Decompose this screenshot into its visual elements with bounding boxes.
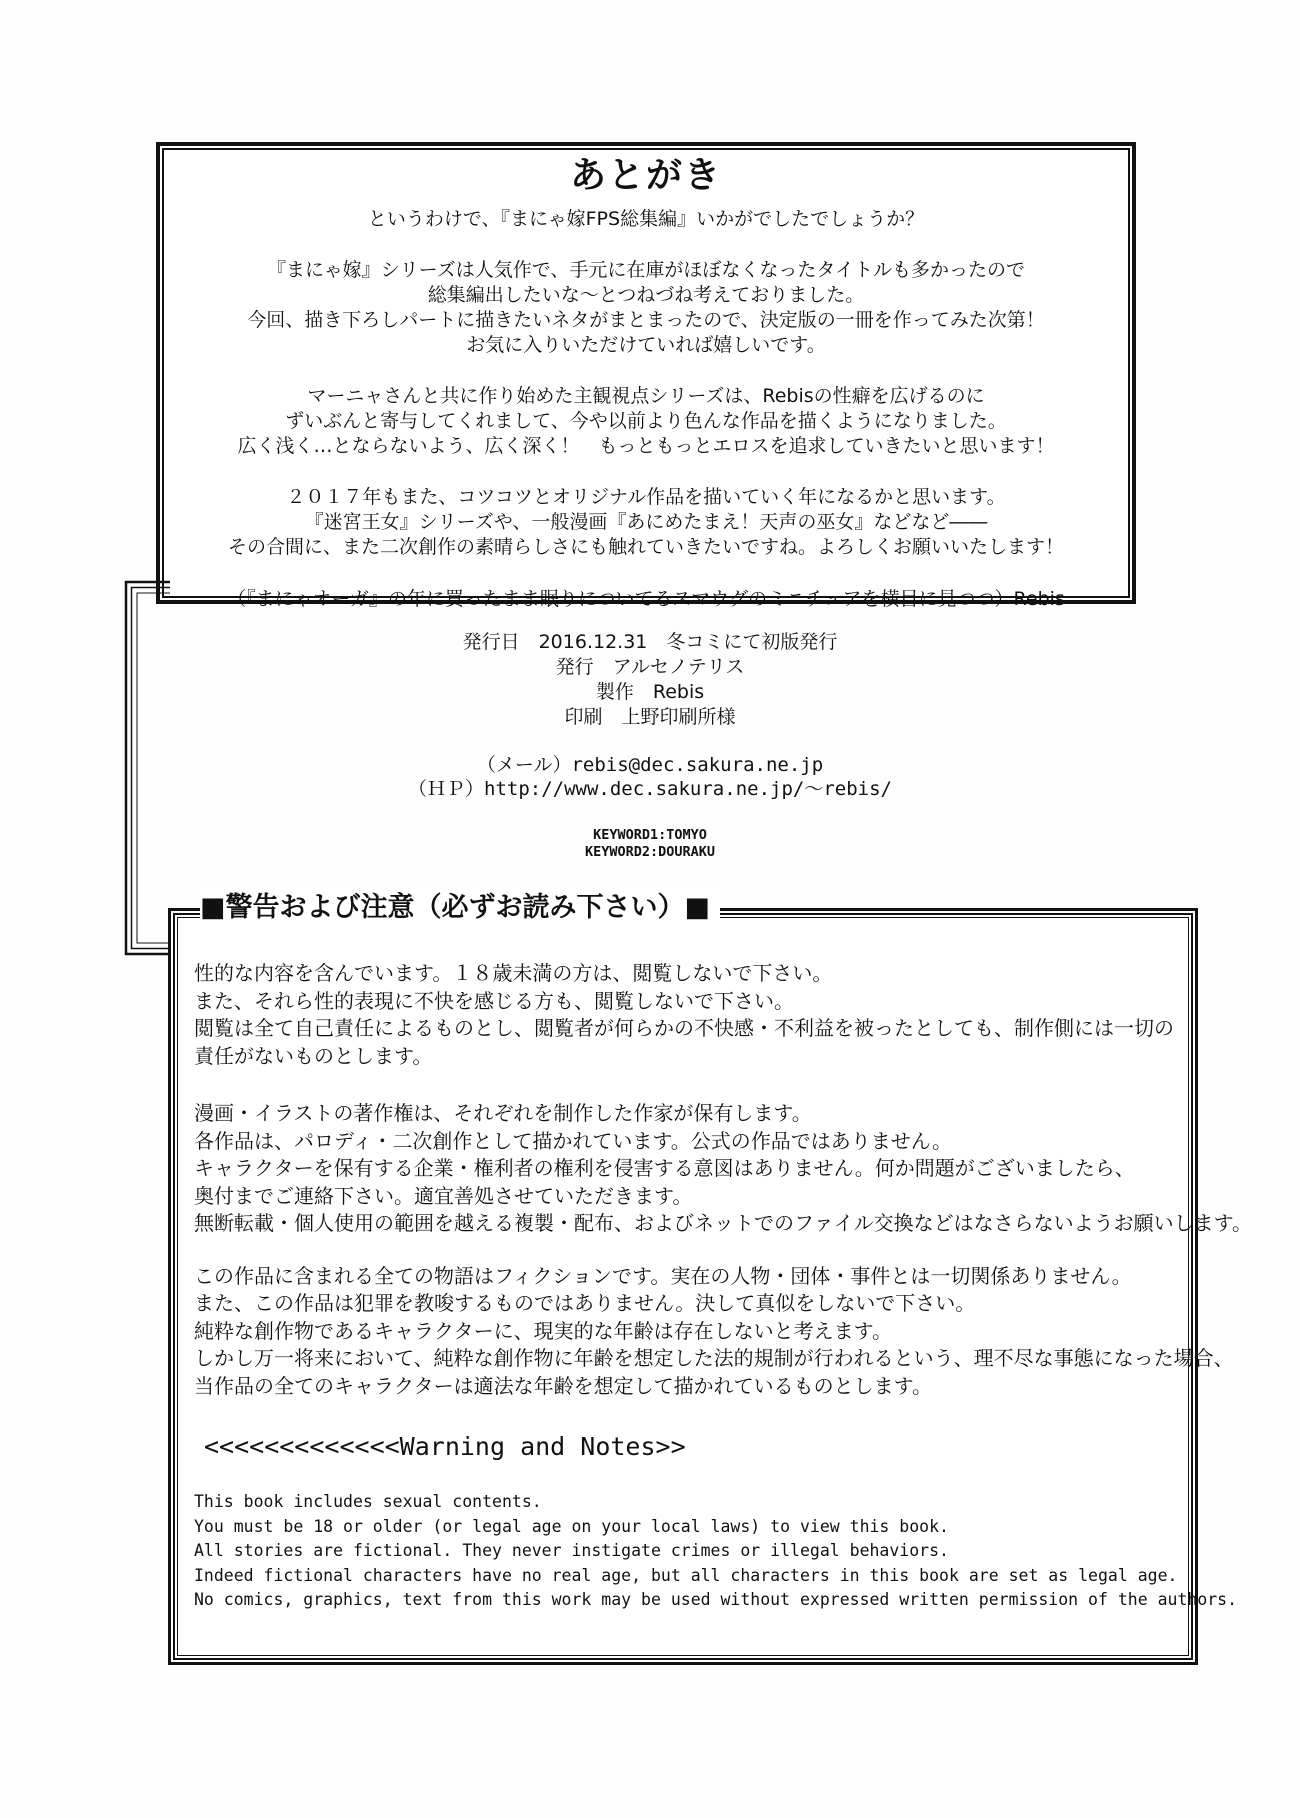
afterword-line: ずいぶんと寄与してくれまして、今や以前より色んな作品を描くようになりました。 [285,410,1007,432]
publication-line: 発行 アルセノテリス [555,656,745,678]
keyword-line: KEYWORD1:TOMYO [593,827,707,843]
warning-en-line: You must be 18 or older (or legal age on your local laws) to view this book. [194,1516,949,1536]
keyword-line: KEYWORD2:DOURAKU [584,844,716,860]
afterword-title: あとがき [569,155,722,196]
email-line: （メール）rebis@dec.sakura.ne.jp [476,754,824,776]
warning-content [177,917,1252,1656]
warning-jp-line: 閲覧は全て自己責任によるものとし、閲覧者が何らかの不快感・不利益を被ったとしても、制作側には一切の [194,1016,1174,1040]
keywords [0,827,1300,861]
warning-jp-paragraph [194,960,1178,1070]
warning-en-line: No comics, graphics, text from this work may be used without expressed written permission of the authors. [194,1590,1238,1609]
publication-line: 製作 Rebis [595,681,705,703]
afterword-paragraph [164,485,1128,560]
afterword-line: その合間に、また二次創作の素晴らしさにも触れていきたいですね。よろしくお願いいたします！ [227,536,1064,558]
afterword-line: 広く浅く…とならないよう、広く深く！ もっともっとエロスを追求していきたいと思います！ [237,435,1055,457]
warning-en-line: All stories are fictional. They never instigate crimes or illegal behaviors. [194,1541,949,1560]
homepage-line: （ＨＰ）http://www.dec.sakura.ne.jp/～rebis/ [408,778,892,800]
warning-jp-line: 純粋な創作物であるキャラクターに、現実的な年齢は存在しないと考えます。 [194,1318,892,1343]
warning-en-line: This book includes sexual contents. [194,1492,542,1511]
publication-info [0,630,1300,730]
afterword-content [162,148,1130,610]
afterword-line: ２０１７年もまた、コツコツとオリジナル作品を描いていく年になるかと思います。 [286,486,1006,508]
afterword-signature [164,587,1128,612]
warning-jp-paragraph [194,1263,1234,1401]
contact-info [0,753,1300,801]
afterword-line: 『迷宮王女』シリーズや、一般漫画『あにめたまえ！天声の巫女』などなど―― [304,511,988,533]
afterword-line: 『まにゃ嫁』シリーズは人気作で、手元に在庫がほぼなくなったタイトルも多かったので [267,259,1025,281]
warning-jp-line: キャラクターを保有する企業・権利者の権利を侵害する意図はありません。何か問題がございましたら、 [194,1156,1135,1180]
warning-jp-line: 責任がないものとします。 [194,1043,433,1068]
afterword-line: 今回、描き下ろしパートに描きたいネタがまとまったので、決定版の一冊を作ってみた次第！ [247,309,1045,331]
warning-box [168,908,1252,1665]
warning-jp-line: 各作品は、パロディ・二次創作として描かれています。公式の作品ではありません。 [194,1128,952,1153]
publication-line: 発行日 2016.12.31 冬コミにて初版発行 [462,631,838,653]
afterword-line: マーニャさんと共に作り始めた主観視点シリーズは、Rebisの性癖を広げるのに [307,385,985,407]
warning-jp-line: しかし万一将来において、純粋な創作物に年齢を想定した法的規制が行われるという、理不尽な事態になった場合、 [194,1346,1234,1370]
warning-en-heading: <<<<<<<<<<<<<Warning and Notes>> [204,1432,686,1461]
afterword-line: お気に入りいただけていれば嬉しいです。 [466,334,826,356]
afterword-line: というわけで、『まにゃ嫁FPS総集編』いかがでしたでしょうか？ [367,208,925,230]
afterword-paragraph [164,384,1128,459]
warning-jp-line: 無断転載・個人使用の範囲を越える複製・配布、およびネットでのファイル交換などはなさらないようお願いします。 [194,1211,1252,1235]
afterword-paragraph [164,258,1128,358]
warning-jp-line: また、それら性的表現に不快を感じる方も、閲覧しないで下さい。 [194,988,794,1013]
warning-jp-paragraph [194,1100,1252,1238]
warning-jp-line: 性的な内容を含んでいます。１８歳未満の方は、閲覧しないで下さい。 [194,961,833,985]
warning-jp-line: 当作品の全てのキャラクターは適法な年齢を想定して描かれているものとします。 [194,1373,932,1398]
warning-box-frame [173,913,1252,1660]
warning-header: ■警告および注意（必ずお読み下さい）■ [200,886,720,930]
publication-line: 印刷 上野印刷所様 [564,706,736,728]
afterword-line: 総集編出したいな～とつねづね考えておりました。 [427,284,865,306]
warning-en-line: Indeed fictional characters have no real age, but all characters in this book are set as legal age. [194,1565,1178,1585]
afterword-box [156,142,1136,610]
warning-jp-line: この作品に含まれる全ての物語はフィクションです。実在の人物・団体・事件とは一切関係ありません。 [194,1263,1132,1288]
warning-en-lines [194,1490,1238,1613]
warning-jp-line: また、この作品は犯罪を教唆するものではありません。決して真似をしないで下さい。 [194,1291,976,1315]
warning-jp-line: 漫画・イラストの著作権は、それぞれを制作した作家が保有します。 [194,1101,812,1125]
warning-jp-line: 奥付までご連絡下さい。適宜善処させていただきます。 [194,1183,693,1208]
afterword-line: （『まにゃオーガ』の年に買ったまま眠りについてるスマウグのミニチュアを横目に見つつ）Rebis [227,588,1065,610]
